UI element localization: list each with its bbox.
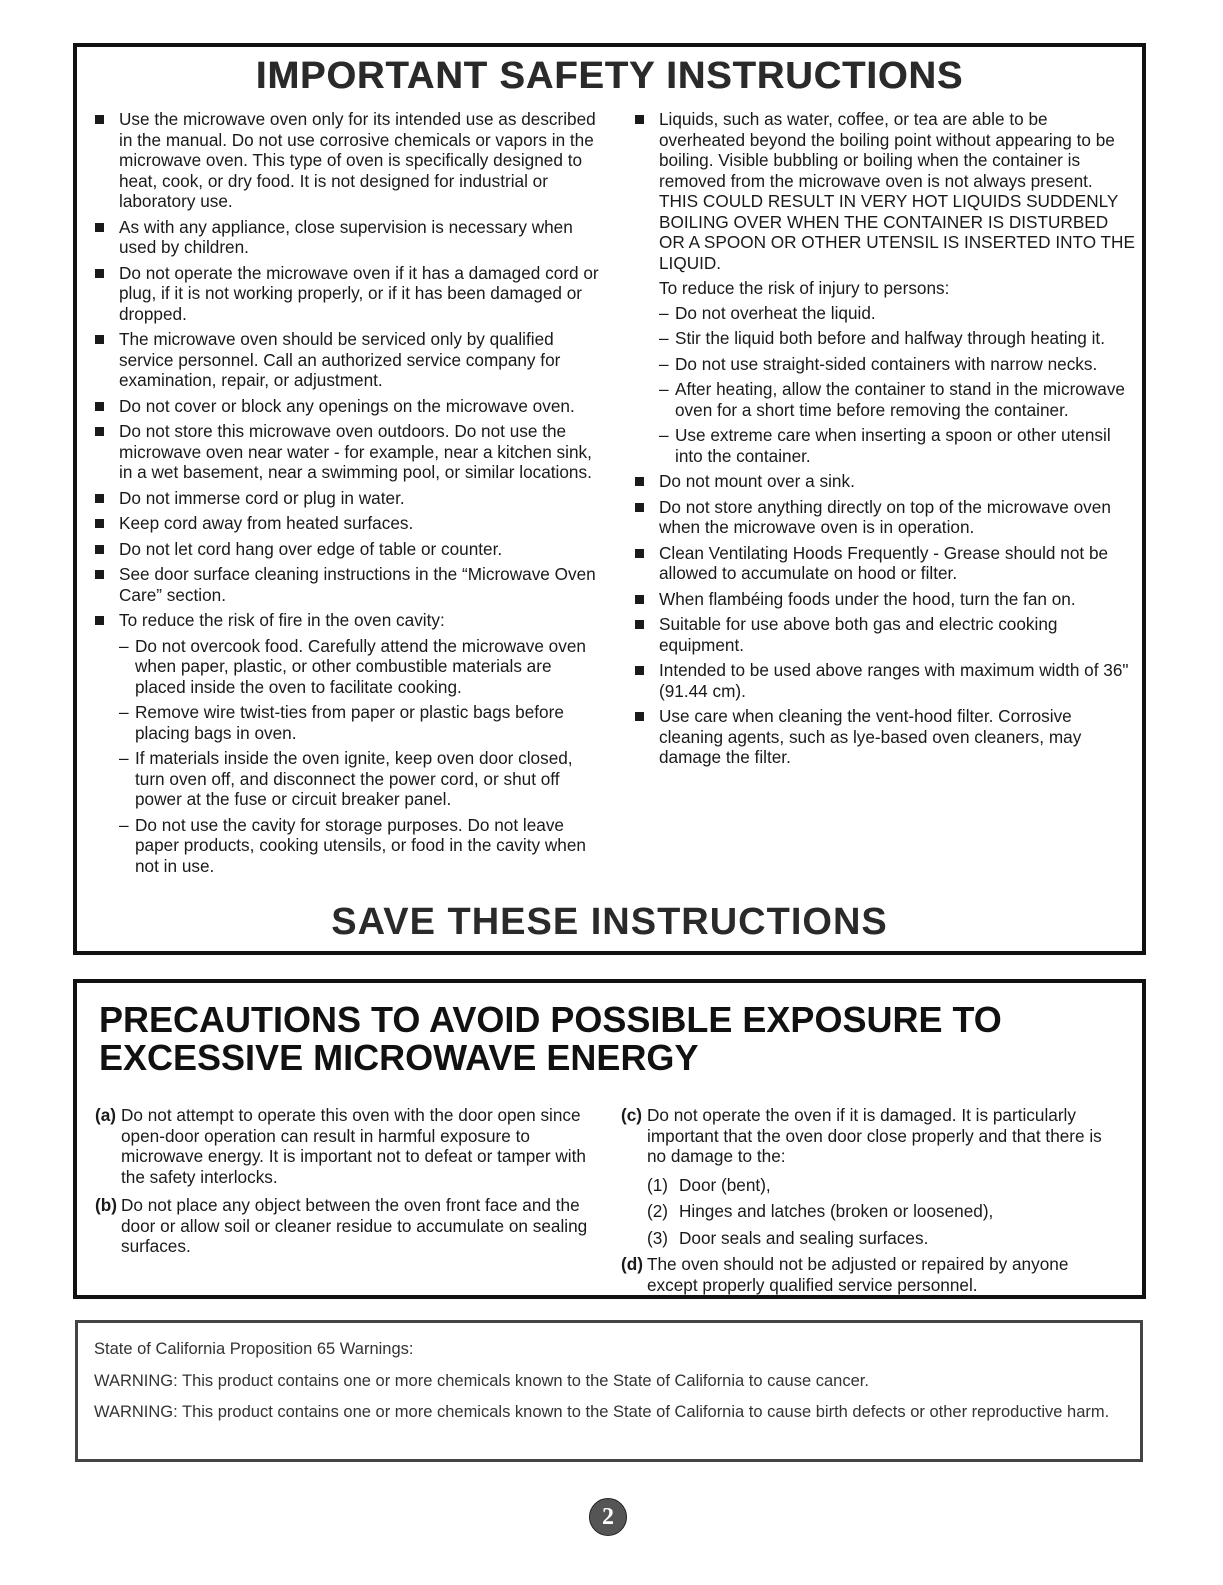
list-item: The microwave oven should be serviced only by qualified service personnel. Call an authorized service company for examination, repair, or adjustment. [85, 329, 605, 391]
damage-sublist [621, 1175, 1121, 1249]
item-number: (2) [647, 1201, 669, 1221]
precaution-label: (c) [621, 1105, 643, 1125]
precaution-d [621, 1254, 1121, 1295]
list-item: Suitable for use above both gas and electric cooking equipment. [625, 614, 1135, 655]
list-item: – Do not use straight-sided containers with narrow necks. [625, 354, 1135, 375]
precaution-label: (b) [95, 1195, 117, 1215]
liquids-sublist [625, 303, 1135, 467]
safety-title: IMPORTANT SAFETY INSTRUCTIONS [255, 55, 964, 97]
list-item: Do not immerse cord or plug in water. [85, 488, 605, 509]
prop65-warning-cancer: WARNING: This product contains one or more chemicals known to the State of California to cause cancer. [94, 1372, 869, 1390]
item-text: Door seals and sealing surfaces. [679, 1227, 929, 1248]
precautions-right-column [621, 1105, 1121, 1303]
precautions-left-column [95, 1105, 595, 1265]
list-item: – Use extreme care when inserting a spoon or other utensil into the container. [625, 425, 1135, 466]
precaution-b [95, 1195, 595, 1257]
list-item: Liquids, such as water, coffee, or tea are able to be overheated beyond the boiling point without appearing to be boiling. Visible bubbling or boiling when the container is removed from the microwave oven is not always present. THIS COULD RESULT IN VERY HOT LIQUIDS SUDDENLY BOILING OVER WHEN THE CONTAINER IS DISTURBED OR A SPOON OR OTHER UTENSIL IS INSERTED INTO THE LIQUID. [625, 109, 1135, 273]
list-item: Use the microwave oven only for its intended use as described in the manual. Do not use corrosive chemicals or vapors in the microwave oven. This type of oven is specifically designed to heat, cook, or dry food. It is not designed for industrial or laboratory use. [85, 109, 605, 212]
prop65-warnings-box [75, 1320, 1143, 1462]
item-number: (3) [647, 1227, 669, 1248]
prop65-heading: State of California Proposition 65 Warnings: [94, 1340, 414, 1358]
item-number: (1) [647, 1174, 669, 1195]
list-item: Do not let cord hang over edge of table or counter. [85, 539, 605, 560]
save-instructions-title: SAVE THESE INSTRUCTIONS [331, 901, 888, 943]
list-item: – Stir the liquid both before and halfway through heating it. [625, 328, 1135, 349]
list-item: See door surface cleaning instructions in the “Microwave Oven Care” section. [85, 564, 605, 605]
page-number-badge: 2 [589, 1498, 627, 1536]
item-text: Door (bent), [679, 1174, 771, 1195]
list-item: – Remove wire twist-ties from paper or plastic bags before placing bags in oven. [85, 702, 605, 743]
prop65-warning-birth-defects: WARNING: This product contains one or more chemicals known to the State of California to cause birth defects or other reproductive harm. [94, 1403, 1110, 1421]
precaution-text: Do not operate the oven if it is damaged. It is particularly important that the oven door close properly and that there is no damage to the: [647, 1105, 1102, 1166]
list-item: As with any appliance, close supervision is necessary when used by children. [85, 217, 605, 258]
list-item: Keep cord away from heated surfaces. [85, 513, 605, 534]
list-item [85, 610, 605, 631]
safety-left-column [85, 109, 605, 881]
safety-instructions-box [73, 43, 1146, 955]
safety-right-list [625, 471, 1135, 768]
safety-left-list [85, 109, 605, 631]
liquids-intro: To reduce the risk of injury to persons: [659, 278, 950, 298]
liquids-list [625, 109, 1135, 273]
precaution-text: Do not attempt to operate this oven with the door open since open-door operation can result in harmful exposure to microwave energy. It is important not to defeat or tamper with the safety interlocks. [121, 1105, 586, 1187]
precaution-text: Do not place any object between the oven front face and the door or allow soil or cleaner residue to accumulate on sealing surfaces. [121, 1195, 588, 1256]
list-item: Do not operate the microwave oven if it has a damaged cord or plug, if it is not working properly, or if it has been damaged or dropped. [85, 263, 605, 325]
list-item: Do not mount over a sink. [625, 471, 1135, 492]
list-item [621, 1201, 1121, 1222]
list-item: Do not store this microwave oven outdoors. Do not use the microwave oven near water - for example, near a kitchen sink, in a wet basement, near a swimming pool, or similar locations. [85, 421, 605, 483]
precaution-a [95, 1105, 595, 1187]
list-item: – If materials inside the oven ignite, keep oven door closed, turn oven off, and disconnect the power cord, or shut off power at the fuse or circuit breaker panel. [85, 748, 605, 810]
fire-risk-sublist [85, 636, 605, 877]
list-item: – Do not use the cavity for storage purposes. Do not leave paper products, cooking utensils, or food in the cavity when not in use. [85, 815, 605, 877]
list-item: Clean Ventilating Hoods Frequently - Grease should not be allowed to accumulate on hood or filter. [625, 543, 1135, 584]
precaution-text: The oven should not be adjusted or repaired by anyone except properly qualified service personnel. [647, 1254, 1069, 1295]
precaution-label: (a) [95, 1105, 117, 1125]
list-item: When flambéing foods under the hood, turn the fan on. [625, 589, 1135, 610]
list-item: Do not cover or block any openings on the microwave oven. [85, 396, 605, 417]
list-item [621, 1175, 1121, 1196]
list-item: – Do not overheat the liquid. [625, 303, 1135, 324]
precaution-label: (d) [621, 1254, 643, 1274]
safety-right-column [625, 109, 1135, 773]
precautions-box [73, 979, 1146, 1299]
list-item: Do not store anything directly on top of the microwave oven when the microwave oven is in operation. [625, 497, 1135, 538]
fire-risk-intro: To reduce the risk of fire in the oven cavity: [119, 610, 445, 630]
item-text: Hinges and latches (broken or loosened), [679, 1201, 994, 1221]
list-item: Use care when cleaning the vent-hood filter. Corrosive cleaning agents, such as lye-based oven cleaners, may damage the filter. [625, 706, 1135, 768]
precaution-c [621, 1105, 1121, 1167]
list-item: – After heating, allow the container to stand in the microwave oven for a short time before removing the container. [625, 379, 1135, 420]
list-item: Intended to be used above ranges with maximum width of 36" (91.44 cm). [625, 660, 1135, 701]
precautions-title: PRECAUTIONS TO AVOID POSSIBLE EXPOSURE TO EXCESSIVE MICROWAVE ENERGY [99, 999, 1002, 1078]
list-item: – Do not overcook food. Carefully attend the microwave oven when paper, plastic, or other combustible materials are placed inside the oven to facilitate cooking. [85, 636, 605, 698]
list-item [621, 1228, 1121, 1249]
